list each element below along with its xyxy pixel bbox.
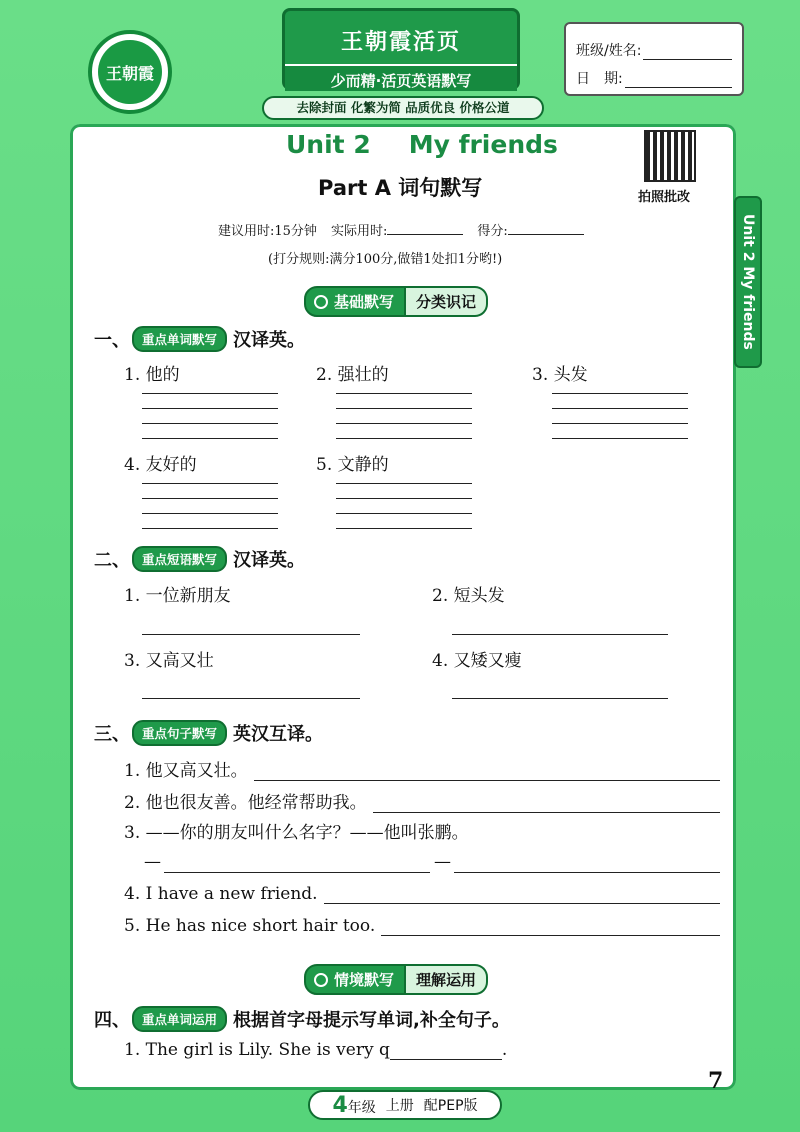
q1-item-2: 2. 强壮的: [316, 365, 389, 385]
q2-tag: 重点短语默写: [132, 546, 227, 572]
unit-topic: My friends: [408, 130, 558, 159]
q3-item-3: 3. ——你的朋友叫什么名字？——他叫张鹏。: [124, 823, 469, 843]
class-name-field[interactable]: [643, 43, 732, 60]
answer-line[interactable]: [164, 872, 430, 873]
answer-line[interactable]: [142, 408, 278, 409]
qr-code-icon[interactable]: [644, 130, 696, 182]
section-basic-right: 分类识记: [406, 286, 488, 317]
q2-item-4: 4. 又矮又瘦: [432, 651, 522, 671]
score-field[interactable]: [508, 221, 584, 235]
logo-text: 王朝霞: [98, 40, 162, 104]
footer-grade-bar: [308, 1090, 502, 1120]
q2-item-1: 1. 一位新朋友: [124, 586, 231, 606]
answer-line[interactable]: [142, 513, 278, 514]
class-name-label: 班级/姓名:: [576, 43, 642, 59]
side-unit-tab: Unit 2 My friends: [734, 196, 762, 368]
q3-instruction: 英汉互译。: [233, 724, 324, 745]
q3-number: 三、: [94, 724, 130, 745]
answer-line[interactable]: [142, 698, 360, 699]
header-banner: [282, 8, 520, 90]
q1-tag: 重点单词默写: [132, 326, 227, 352]
q1-item-3: 3. 头发: [532, 365, 588, 385]
answer-line[interactable]: [336, 498, 472, 499]
q3-item-4: 4. I have a new friend.: [124, 884, 720, 904]
answer-line[interactable]: [336, 408, 472, 409]
date-label: 日 期:: [576, 71, 623, 87]
qr-label: 拍照批改: [638, 190, 691, 205]
answer-line[interactable]: [336, 528, 472, 529]
score-label: 得分:: [477, 224, 508, 239]
medal-icon: [314, 295, 328, 309]
q4-item-1: 1. The girl is Lily. She is very q .: [124, 1040, 508, 1060]
grade-label: 年级: [347, 1099, 376, 1116]
q4-heading: [94, 1006, 510, 1032]
answer-line[interactable]: [142, 423, 278, 424]
section-basic: [304, 288, 488, 314]
q1-item-4: 4. 友好的: [124, 455, 197, 475]
grade-number: 4: [332, 1092, 348, 1118]
section-context-left: 情境默写: [334, 970, 395, 989]
answer-line[interactable]: [336, 483, 472, 484]
answer-line[interactable]: [142, 483, 278, 484]
q2-number: 二、: [94, 550, 130, 571]
answer-line[interactable]: [452, 634, 668, 635]
name-date-box: [564, 22, 744, 96]
q4-instruction: 根据首字母提示写单词,补全句子。: [233, 1010, 510, 1031]
section-context: [304, 966, 488, 992]
q1-instruction: 汉译英。: [233, 330, 306, 351]
answer-line[interactable]: [373, 798, 720, 813]
answer-line[interactable]: [336, 438, 472, 439]
q3-item-2: 2. 他也很友善。他经常帮助我。: [124, 788, 720, 813]
q2-item-3: 3. 又高又壮: [124, 651, 214, 671]
brand-subtitle: 少而精·活页英语默写: [285, 64, 517, 91]
actual-time-field[interactable]: [387, 221, 463, 235]
answer-line[interactable]: [552, 438, 688, 439]
q3-item-5: 5. He has nice short hair too.: [124, 916, 720, 936]
answer-line[interactable]: [142, 393, 278, 394]
date-field[interactable]: [625, 71, 732, 88]
term-label: 上册: [385, 1098, 414, 1114]
answer-line[interactable]: [390, 1045, 502, 1060]
q1-item-1: 1. 他的: [124, 365, 180, 385]
answer-line[interactable]: [142, 528, 278, 529]
answer-line[interactable]: [552, 408, 688, 409]
answer-line[interactable]: [552, 423, 688, 424]
edition-label: 配PEP版: [423, 1098, 478, 1114]
section-context-right: 理解运用: [406, 964, 488, 995]
medal-icon: [314, 973, 328, 987]
brand-title: 王朝霞活页: [340, 30, 461, 55]
unit-title: [286, 130, 596, 159]
unit-number: Unit 2: [286, 130, 371, 159]
section-basic-left: 基础默写: [334, 292, 395, 311]
time-row: [218, 220, 584, 239]
answer-line[interactable]: [336, 513, 472, 514]
worksheet-paper: [70, 124, 736, 1090]
q2-instruction: 汉译英。: [233, 550, 306, 571]
answer-line[interactable]: [452, 698, 668, 699]
answer-line[interactable]: [142, 634, 360, 635]
actual-time-label: 实际用时:: [330, 224, 388, 239]
brand-logo: [88, 30, 172, 114]
suggested-time: 建议用时:15分钟: [218, 224, 317, 239]
answer-line[interactable]: [336, 423, 472, 424]
dash-mark: —: [144, 852, 161, 872]
q4-number: 四、: [94, 1010, 130, 1031]
answer-line[interactable]: [324, 889, 720, 904]
q2-item-2: 2. 短头发: [432, 586, 505, 606]
q3-item-1: 1. 他又高又壮。: [124, 756, 720, 781]
slogan: 去除封面 化繁为简 品质优良 价格公道: [262, 96, 544, 120]
q3-heading: [94, 720, 323, 746]
score-rule: (打分规则:满分100分,做错1处扣1分哟!): [268, 252, 503, 267]
part-title: Part A 词句默写: [318, 176, 483, 200]
page-number: 7: [708, 1068, 724, 1094]
q1-heading: [94, 326, 305, 352]
answer-line[interactable]: [142, 498, 278, 499]
q1-number: 一、: [94, 330, 130, 351]
q4-tag: 重点单词运用: [132, 1006, 227, 1032]
answer-line[interactable]: [336, 393, 472, 394]
answer-line[interactable]: [254, 766, 720, 781]
q2-heading: [94, 546, 305, 572]
q3-tag: 重点句子默写: [132, 720, 227, 746]
answer-line[interactable]: [454, 872, 720, 873]
answer-line[interactable]: [142, 438, 278, 439]
q1-item-5: 5. 文静的: [316, 455, 389, 475]
answer-line[interactable]: [381, 921, 720, 936]
answer-line[interactable]: [552, 393, 688, 394]
dash-mark: —: [434, 852, 451, 872]
